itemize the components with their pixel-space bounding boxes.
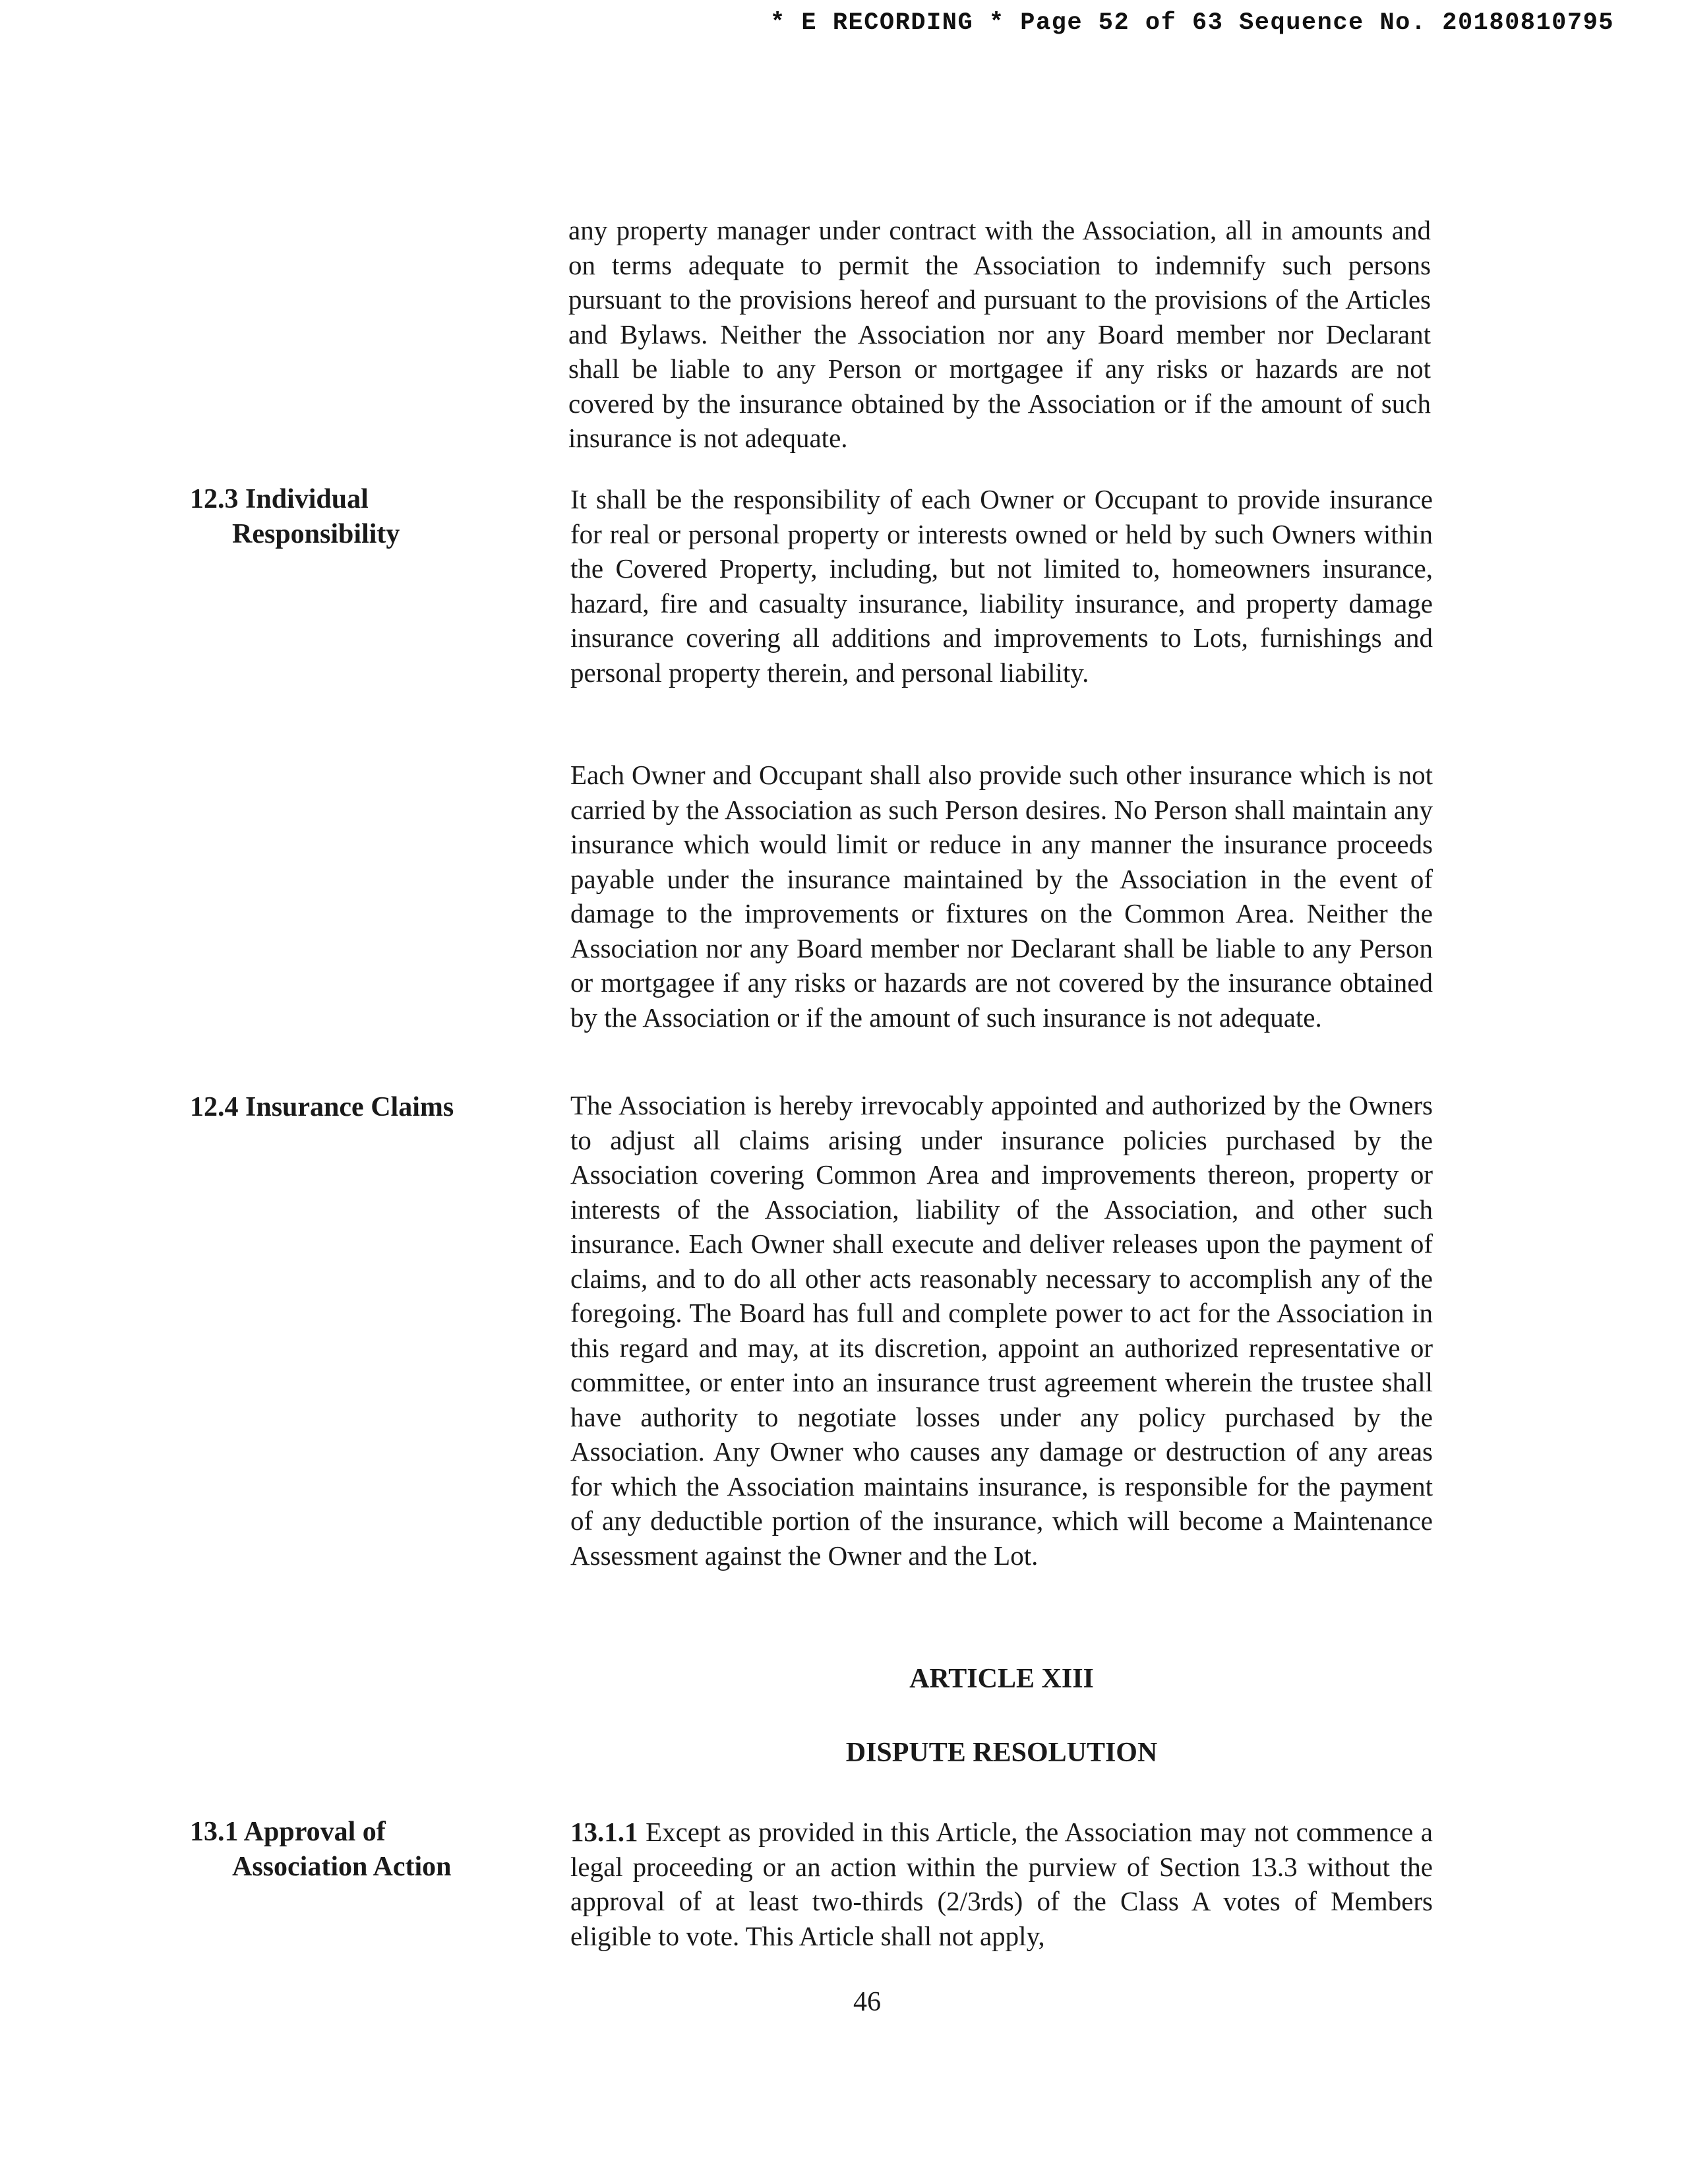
recording-header: * E RECORDING * Page 52 of 63 Sequence No. 20180810795 [770, 9, 1614, 37]
section-12-3-label-line2: Responsibility [232, 519, 400, 549]
section-13-1-paragraph [570, 1815, 1433, 1953]
section-13-1-text: Except as provided in this Article, the Association may not commence a legal proceeding or an action within the purview of Section 13.3 without the approval of at least two-thirds (2/3rds) of the Class A votes of Members eligible to vote. This Article shall not apply, [570, 1817, 1433, 1951]
article-title: ARTICLE XIII [909, 1664, 1094, 1694]
section-12-3-paragraph-1: It shall be the responsibility of each Owner or Occupant to provide insurance for real or personal property or interests owned or held by such Owners within the Covered Property, including, but not limited to, homeowners insurance, hazard, fire and casualty insurance, liability insurance, and property damage insurance covering all additions and improvements to Lots, furnishings and personal property therein, and personal liability. [570, 484, 1433, 688]
subsection-number: 13.1.1 [570, 1817, 638, 1847]
section-12-4-label: 12.4 Insurance Claims [190, 1092, 454, 1122]
section-13-1-heading [190, 1815, 452, 1885]
section-13-1-label-line1: 13.1 Approval of [190, 1817, 386, 1847]
section-12-4-heading [190, 1090, 454, 1125]
section-12-3-paragraph-2: Each Owner and Occupant shall also provide such other insurance which is not carried by the Association as such Person desires. No Person shall maintain any insurance which would limit or reduce in any manner the insurance proceeds payable under the insurance maintained by the Association in the event of damage to the improvements or fixtures on the Common Area. Neither the Association nor any Board member nor Declarant shall be liable to any Person or mortgagee if any risks or hazards are not covered by the insurance obtained by the Association or if the amount of such insurance is not adequate. [570, 760, 1433, 1033]
section-12-3-heading [190, 482, 400, 552]
continuation-paragraph: any property manager under contract with the Association, all in amounts and on terms adequate to permit the Association to indemnify such persons pursuant to the provisions hereof and pursuant to the provisions of the Articles and Bylaws. Neither the Association nor any Board member nor Declarant shall be liable to any Person or mortgagee if any risks or hazards are not covered by the insurance obtained by the Association or if the amount of such insurance is not adequate. [568, 215, 1431, 453]
section-12-3-label-line1: 12.3 Individual [190, 484, 369, 514]
page-number-row [0, 1986, 1688, 2018]
section-13-1-label-line2: Association Action [232, 1852, 452, 1882]
page-number: 46 [853, 1987, 881, 2017]
article-subtitle: DISPUTE RESOLUTION [845, 1738, 1158, 1768]
section-12-4-paragraph: The Association is hereby irrevocably appointed and authorized by the Owners to adjust all claims arising under insurance policies purchased by the Association covering Common Area and improvements thereon, property or interests of the Association, liability of the Association, and other such insurance. Each Owner shall execute and deliver releases upon the payment of claims, and to do all other acts reasonably necessary to accomplish any of the foregoing. The Board has full and complete power to act for the Association in this regard and may, at its discretion, appoint an authorized representative or committee, or enter into an insurance trust agreement wherein the trustee shall have authority to negotiate losses under any policy purchased by the Association. Any Owner who causes any damage or destruction of any areas for which the Association maintains insurance, is responsible for the payment of any deductible portion of the insurance, which will become a Maintenance Assessment against the Owner and the Lot. [570, 1090, 1433, 1571]
